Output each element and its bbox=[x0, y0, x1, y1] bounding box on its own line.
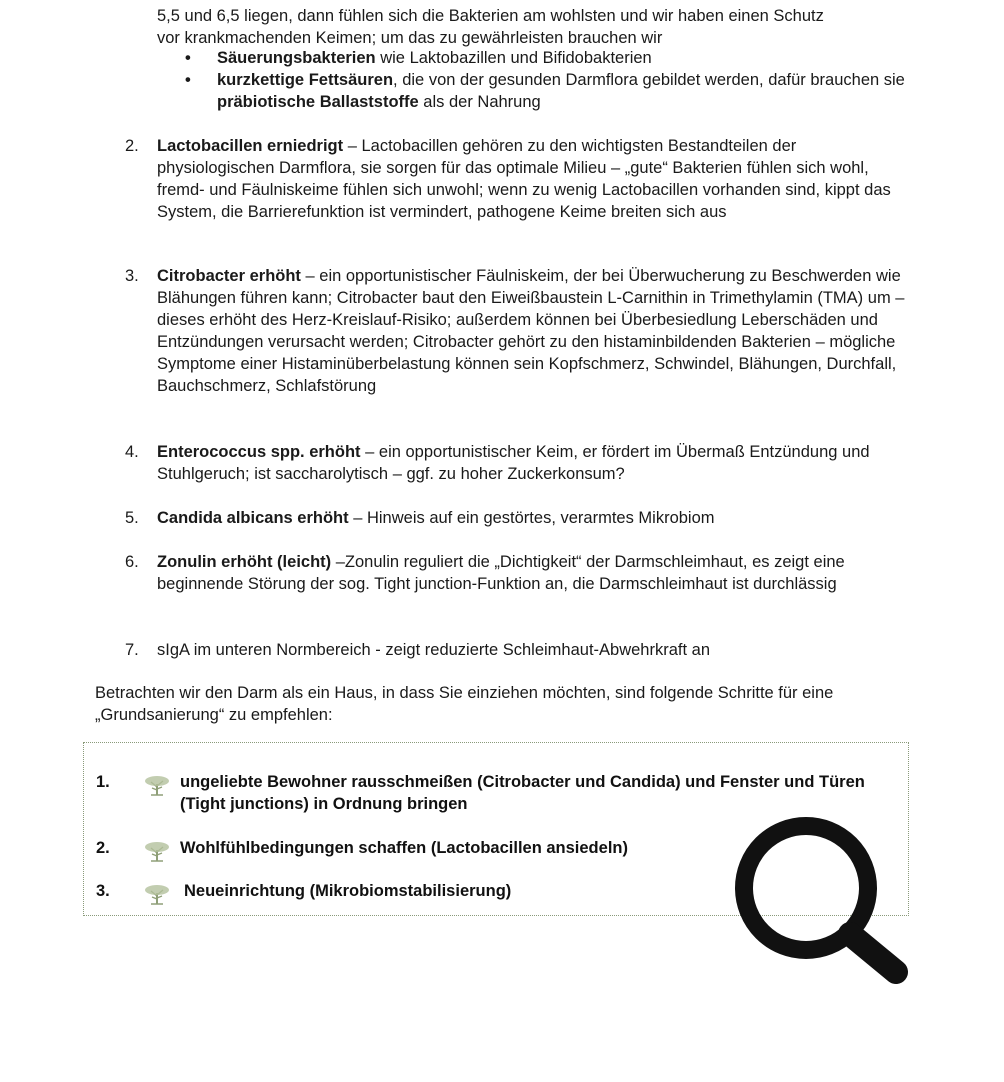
step-text: Neueinrichtung (Mikrobiomstabilisierung) bbox=[184, 882, 512, 900]
list-item-bold: Zonulin erhöht (leicht) bbox=[157, 553, 332, 571]
list-item-body: – Hinweis auf ein gestörtes, verarmtes Mikrobiom bbox=[348, 509, 715, 527]
list-item-body: – ein opportunistischer Fäulniskeim, der bei Überwucherung zu Beschwerden wie Blähungen führen kann; Citrobacter baut den Eiweißbaustein L-Carnithin in Trimethylamin (TMA) um – dieses erhöht des Herz-Kreislauf-Risiko; außerdem können bei Überbesiedlung Leberschäden und Entzündungen verursacht werden; Citrobacter gehört zu den histaminbildenden Bakterien – mögliche Symptome einer Histaminüberbelastung können sein Kopfschmerz, Schwindel, Blähungen, Durchfall, Bauchschmerz, Schlafstörung bbox=[157, 267, 905, 395]
list-item-number: 4. bbox=[125, 443, 139, 461]
list-item-bold: Candida albicans erhöht bbox=[157, 509, 349, 527]
list-item-bold: Lactobacillen erniedrigt bbox=[157, 137, 344, 155]
list-item-text bbox=[157, 551, 909, 595]
bullet-item-text: wie Laktobazillen und Bifidobakterien bbox=[375, 49, 652, 67]
bullet-item-text: , die von der gesunden Darmflora gebildet werden, dafür brauchen sie bbox=[393, 71, 905, 89]
list-item-body: – ein opportunistischer Keim, er fördert im Übermaß Entzündung und Stuhlgeruch; ist saccharolytisch – ggf. zu hoher Zuckerkonsum? bbox=[157, 443, 870, 483]
bullet-icon: • bbox=[185, 71, 191, 89]
list-item-body: – Lactobacillen gehören zu den wichtigsten Bestandteilen der physiologischen Darmflora, sie sorgen für das optimale Milieu – „gute“ Bakterien fühlen sich wohl, fremd- und Fäulniskeime fühlen sich unwohl; wenn zu wenig Lactobacillen vorhanden sind, kippt das System, die Barrierefunktion ist vermindert, pathogene Keime breiten sich aus bbox=[157, 137, 891, 221]
list-item-text bbox=[157, 265, 909, 397]
list-item-body: –Zonulin reguliert die „Dichtigkeit“ der Darmschleimhaut, es zeigt eine beginnende Störung der sog. Tight junction-Funktion an, die Darmschleimhaut ist durchlässig bbox=[157, 553, 845, 593]
top-paragraph-line1: 5,5 und 6,5 liegen, dann fühlen sich die Bakterien am wohlsten und wir haben einen Schutz bbox=[157, 7, 824, 25]
step-number: 2. bbox=[96, 839, 110, 857]
top-paragraph-line2: vor krankmachenden Keimen; um das zu gewährleisten brauchen wir bbox=[157, 29, 663, 47]
bullet-item-bold: kurzkettige Fettsäuren bbox=[217, 71, 394, 89]
bullet-item-bold-2: präbiotische Ballaststoffe bbox=[217, 93, 419, 111]
tree-icon bbox=[142, 773, 172, 797]
bullet-icon: • bbox=[185, 49, 191, 67]
bullet-item bbox=[185, 47, 905, 69]
list-item-number: 6. bbox=[125, 553, 139, 571]
list-item-number: 5. bbox=[125, 509, 139, 527]
list-item-number: 3. bbox=[125, 267, 139, 285]
list-item-text bbox=[157, 135, 909, 223]
step-text: Wohlfühlbedingungen schaffen (Lactobacillen ansiedeln) bbox=[180, 839, 628, 857]
bullet-item-text-2: als der Nahrung bbox=[418, 93, 541, 111]
list-item-bold: Citrobacter erhöht bbox=[157, 267, 301, 285]
list-item-number: 7. bbox=[125, 641, 139, 659]
list-item-number: 2. bbox=[125, 137, 139, 155]
step-text: ungeliebte Bewohner rausschmeißen (Citrobacter und Candida) und Fenster und Türen (Tight junctions) in Ordnung bringen bbox=[180, 773, 865, 813]
list-item-bold: Enterococcus spp. erhöht bbox=[157, 443, 361, 461]
step-number: 3. bbox=[96, 882, 110, 900]
tree-icon bbox=[142, 839, 172, 863]
magnifier-search-icon[interactable] bbox=[728, 812, 913, 990]
bullet-list bbox=[185, 47, 905, 113]
tree-icon bbox=[142, 882, 172, 906]
list-item-body: sIgA im unteren Normbereich - zeigt reduzierte Schleimhaut-Abwehrkraft an bbox=[157, 641, 710, 659]
step-number: 1. bbox=[96, 773, 110, 791]
top-paragraph bbox=[157, 5, 917, 49]
bullet-item bbox=[185, 69, 905, 113]
bullet-item-bold: Säuerungsbakterien bbox=[217, 49, 376, 67]
list-item-text bbox=[157, 639, 909, 661]
list-item-text bbox=[157, 507, 909, 529]
intro-paragraph: Betrachten wir den Darm als ein Haus, in dass Sie einziehen möchten, sind folgende Schritte für eine „Grundsanierung“ zu empfehlen: bbox=[95, 684, 834, 724]
list-item-text bbox=[157, 441, 909, 485]
